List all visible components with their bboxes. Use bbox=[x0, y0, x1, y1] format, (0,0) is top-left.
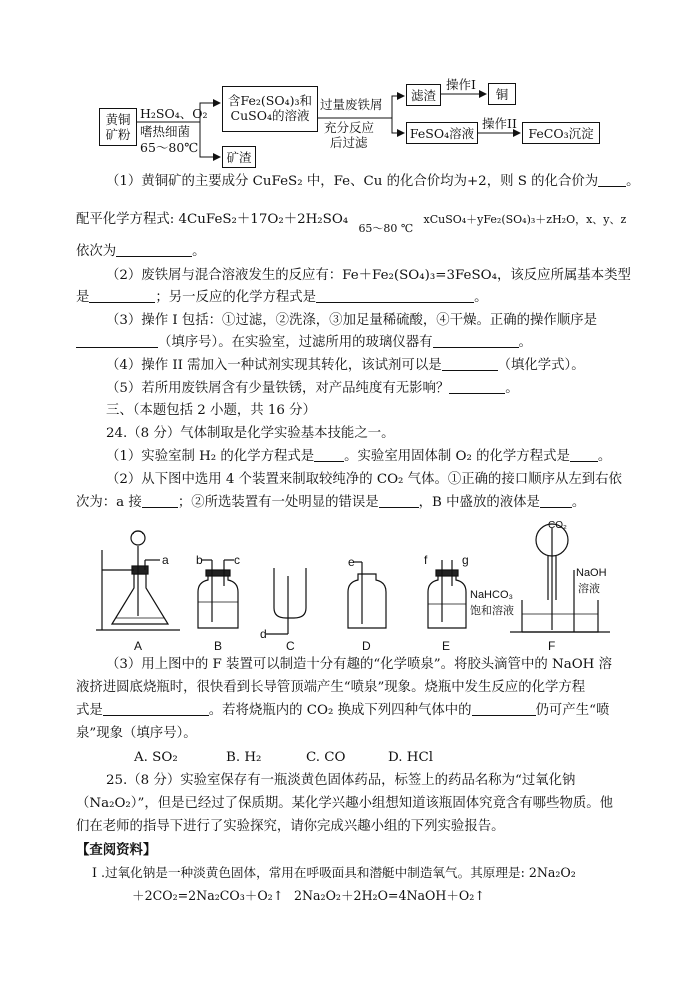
port-a: a bbox=[162, 553, 169, 567]
temperature-label: 65～80℃ bbox=[140, 140, 199, 155]
q23-2a: （2）废铁屑与混合溶液发生的反应有：Fe＋Fe₂(SO₄)₃=3FeSO₄，该反应所属基本类型 bbox=[106, 268, 631, 283]
nahco3-label: NaHCO₃ bbox=[470, 589, 513, 601]
saturated-solution-label: 饱和溶液 bbox=[470, 605, 514, 617]
feso4-box: FeSO₄溶液 bbox=[406, 122, 478, 144]
q23-3b: （填序号）。在实验室，过滤所用的玻璃仪器有 。 bbox=[76, 333, 532, 353]
q24-3d: 泉”现象（填序号）。 bbox=[76, 726, 197, 741]
react-label-1: 充分反应 bbox=[324, 120, 375, 135]
label-F: F bbox=[548, 639, 556, 653]
label-A: A bbox=[134, 639, 143, 653]
q23-4: （4）操作 II 需加入一种试剂实现其转化，该试剂可以是 （填化学式）。 bbox=[106, 358, 585, 373]
q25-c: 们在老师的指导下进行了实验探究，请你完成兴趣小组的下列实验报告。 bbox=[76, 819, 505, 834]
react-label-2: 后过滤 bbox=[330, 135, 368, 150]
reference-1a: I .过氧化钠是一种淡黄色固体，常用在呼吸面具和潜艇中制造氧气。其原理是: 2Na₂O₂ bbox=[92, 865, 576, 880]
q23-1b: 配平化学方程式: 4CuFeS₂＋17O₂＋2H₂SO₄ $_{65\sim 80 ℃}$ xCuSO₄＋yFe₂(SO₄)₃＋zH₂O，x、y、z bbox=[76, 212, 627, 235]
q23-1c: 依次为 。 bbox=[76, 244, 206, 259]
q24-intro: 24.（8 分）气体制取是化学实验基本技能之一。 bbox=[106, 426, 395, 441]
apparatus-b bbox=[198, 560, 238, 628]
reaction-condition: 65～80 ℃ bbox=[358, 222, 414, 235]
label-B: B bbox=[214, 639, 223, 653]
port-g: g bbox=[462, 553, 469, 567]
port-b: b bbox=[196, 553, 203, 567]
option-b: B. H₂ bbox=[226, 750, 262, 765]
reference-heading: 【查阅资料】 bbox=[76, 842, 157, 858]
apparatus-figure bbox=[90, 520, 630, 655]
ore-box bbox=[99, 108, 137, 146]
option-c: C. CO bbox=[306, 750, 346, 765]
q24-2b: 次为：a 接 ；②所选装置有一处明显的错误是 ，B 中盛放的液体是 。 bbox=[76, 495, 586, 510]
q23-3a: （3）操作 I 包括：①过滤，②洗涤，③加足量稀硫酸，④干燥。正确的操作顺序是 bbox=[106, 313, 597, 328]
reference-1b: ＋2CO₂=2Na₂CO₃＋O₂↑ bbox=[132, 888, 284, 903]
port-e: e bbox=[348, 555, 355, 569]
label-E: E bbox=[442, 639, 451, 653]
flow-arrows bbox=[0, 0, 696, 180]
q24-3b: 液挤进圆底烧瓶时，很快看到长导管顶端产生“喷泉”现象。烧瓶中发生反应的化学方程 bbox=[76, 680, 586, 695]
q24-2a: （2）从下图中选用 4 个装置来制取较纯净的 CO₂ 气体。①正确的接口顺序从左到右依 bbox=[106, 472, 622, 487]
reference-1c: 2Na₂O₂＋2H₂O=4NaOH＋O₂↑ bbox=[294, 888, 485, 903]
option-d: D. HCl bbox=[388, 750, 433, 765]
label-C: C bbox=[286, 639, 295, 653]
apparatus-a bbox=[96, 531, 180, 630]
option-a: A. SO₂ bbox=[134, 750, 178, 765]
apparatus-e bbox=[428, 560, 466, 628]
excess-iron-label: 过量废铁屑 bbox=[320, 97, 383, 112]
q25-b: （Na₂O₂）”，但是已经过了保质期。某化学兴趣小组想知道该瓶固体究竟含有哪些物质。他 bbox=[76, 796, 614, 811]
q23-5: （5）若所用废铁屑含有少量铁锈，对产品纯度有无影响？ 。 bbox=[106, 381, 519, 396]
bacteria-label: 嗜热细菌 bbox=[140, 124, 191, 139]
naoh-label: NaOH bbox=[576, 567, 607, 579]
solution-label-2: CuSO₄的溶液 bbox=[230, 108, 310, 123]
q25-a: 25.（8 分）实验室保存有一瓶淡黄色固体药品，标签上的药品名称为“过氧化钠 bbox=[106, 773, 576, 788]
port-c: c bbox=[234, 553, 240, 567]
q23-2b: 是 ；另一反应的化学方程式是 。 bbox=[76, 290, 488, 305]
naoh-solution-label: 溶液 bbox=[578, 583, 600, 595]
solution-box bbox=[222, 86, 318, 132]
reagents-label: H₂SO₄、O₂ bbox=[140, 106, 208, 121]
slag-box: 矿渣 bbox=[222, 146, 256, 168]
solution-label-1: 含Fe₂(SO₄)₃和 bbox=[228, 93, 312, 108]
residue-box: 滤渣 bbox=[406, 84, 441, 106]
co2-label: CO₂ bbox=[548, 520, 567, 531]
q24-3c: 式是 。若将烧瓶内的 CO₂ 换成下列四种气体中的 仍可产生“喷 bbox=[76, 703, 610, 718]
op1-label: 操作I bbox=[446, 77, 476, 92]
op2-label: 操作II bbox=[482, 116, 517, 131]
apparatus-d bbox=[348, 562, 386, 628]
q24-3a: （3）用上图中的 F 装置可以制造十分有趣的“化学喷泉”。将胶头滴管中的 NaOH 溶 bbox=[106, 657, 612, 672]
section-three-heading: 三、（本题包括 2 小题，共 16 分） bbox=[106, 403, 316, 418]
ore-label-1: 黄铜 bbox=[105, 112, 131, 127]
apparatus-c bbox=[266, 568, 306, 634]
port-d: d bbox=[260, 627, 267, 641]
feco3-box: FeCO₃沉淀 bbox=[522, 122, 600, 144]
port-f: f bbox=[424, 553, 428, 567]
copper-box: 铜 bbox=[488, 83, 516, 105]
ore-label-2: 矿粉 bbox=[105, 127, 131, 142]
q23-1a: （1）黄铜矿的主要成分 CuFeS₂ 中，Fe、Cu 的化合价均为+2，则 S 的化合价为 。 bbox=[106, 174, 640, 189]
label-D: D bbox=[362, 639, 371, 653]
q24-1: （1）实验室制 H₂ 的化学方程式是 。实验室用固体制 O₂ 的化学方程式是 。 bbox=[106, 449, 612, 464]
